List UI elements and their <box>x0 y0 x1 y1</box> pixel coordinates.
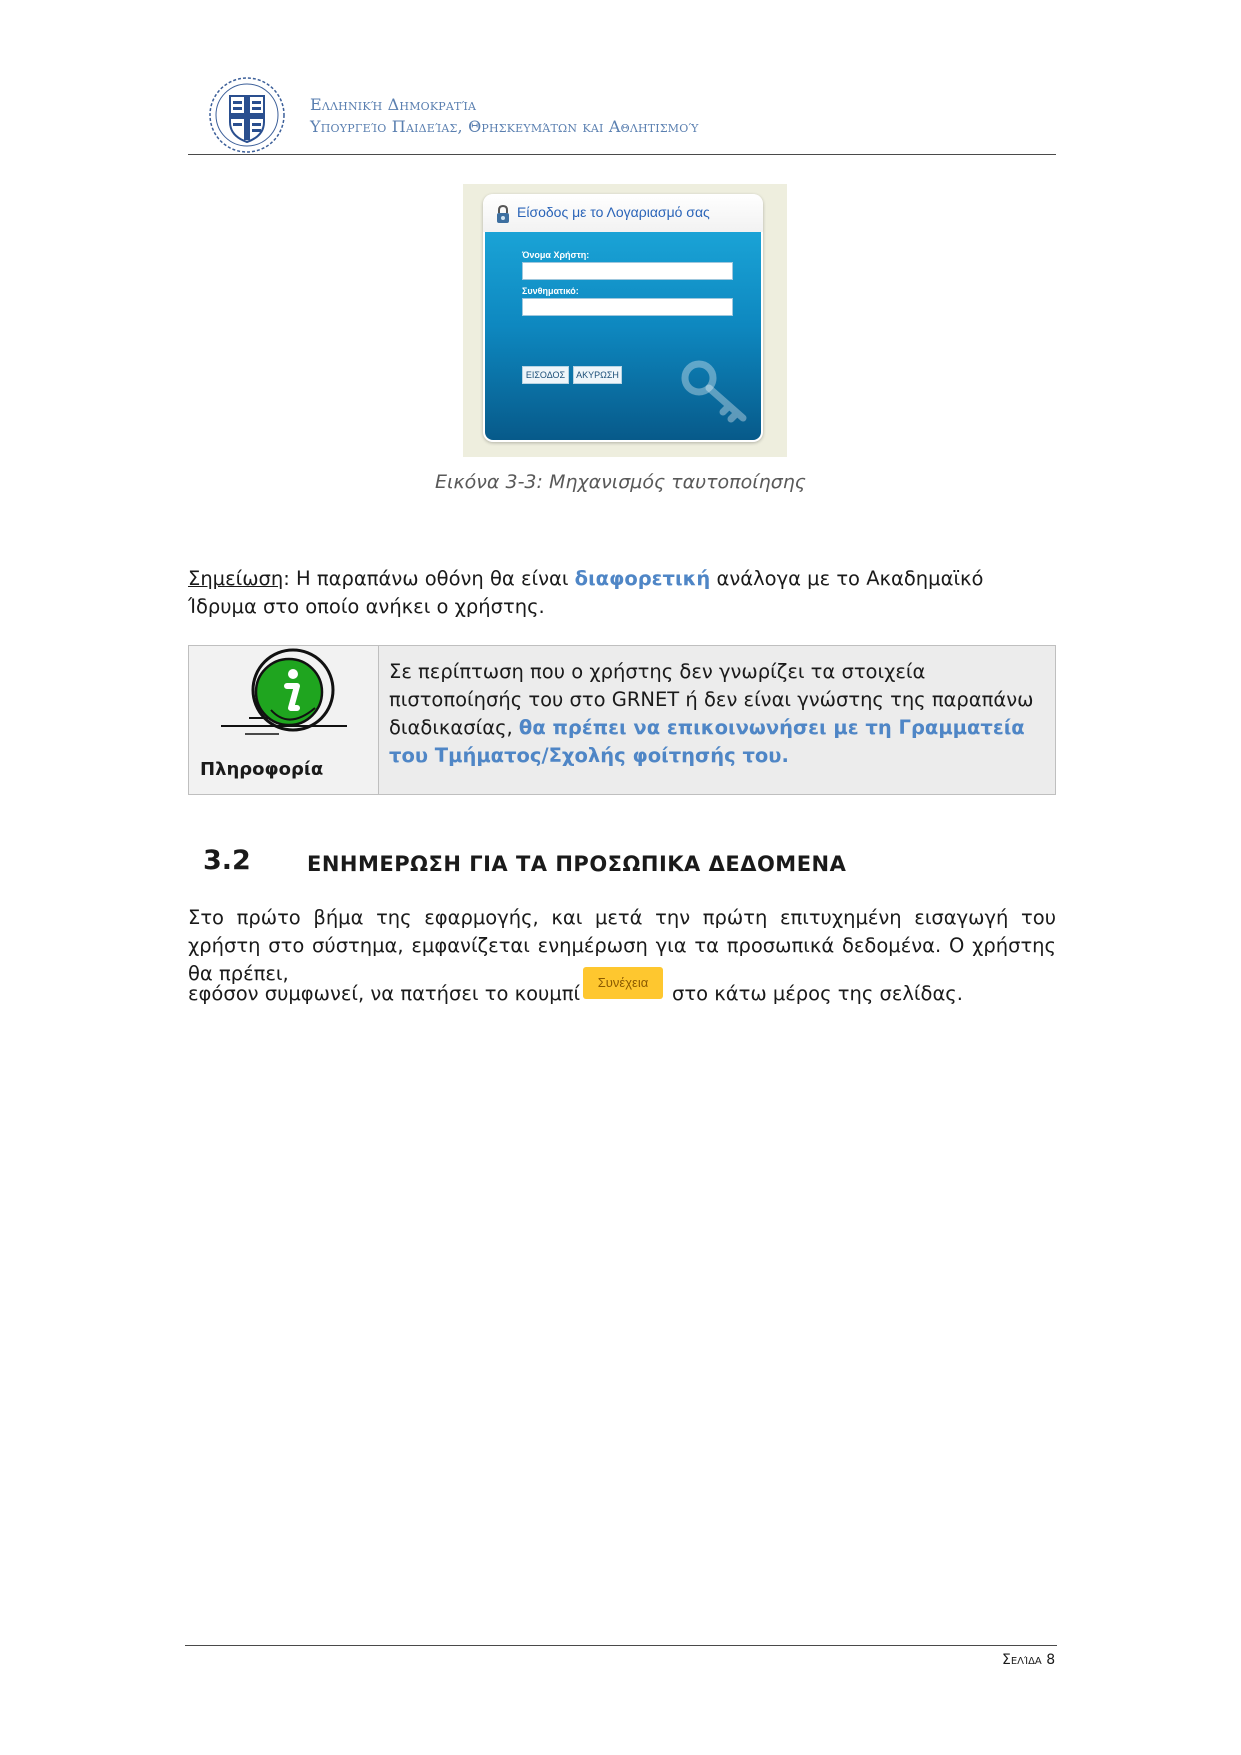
login-title: Είσοδος με το Λογαριασμό σας <box>517 204 710 220</box>
note-text-1: : Η παραπάνω οθόνη θα είναι <box>283 567 575 590</box>
section-number: 3.2 <box>203 845 251 876</box>
info-text-highlight: θα πρέπει να επικοινωνήσει με τη Γραμματεία του Τμήματος/Σχολής φοίτησής του. <box>389 716 1025 767</box>
page-number-value: 8 <box>1046 1652 1056 1668</box>
info-box <box>188 645 1056 795</box>
header-rule <box>188 154 1056 155</box>
info-text-plain: Σε περίπτωση που ο χρήστης δεν γνωρίζει τα στοιχεία πιστοποίησής του στο GRNET ή δεν είναι γνώστης της παραπάνω διαδικασίας, <box>389 660 1034 739</box>
info-icon-cell <box>189 646 379 794</box>
note-paragraph <box>188 565 1056 621</box>
login-button[interactable]: ΕΙΣΟΔΟΣ <box>522 366 569 384</box>
note-label: Σημείωση <box>188 567 284 590</box>
note-text-2: ανάλογα με το Ακαδημαϊκό Ίδρυμα στο οποίο ανήκει ο χρήστης. <box>188 567 984 618</box>
key-icon <box>681 360 753 426</box>
header-line-1: Ελληνική Δημοκρατία <box>310 95 477 114</box>
login-card <box>483 194 763 442</box>
info-text <box>389 658 1045 770</box>
page-label: Σελίδα <box>1002 1652 1042 1668</box>
header-line-2: Υπουργείο Παιδείας, Θρησκευμάτων και Αθλητισμού <box>310 117 699 136</box>
header-text <box>310 94 699 138</box>
password-field[interactable] <box>522 298 733 316</box>
note-highlight: διαφορετική <box>574 567 711 590</box>
login-header <box>483 194 763 232</box>
section-body: Στο πρώτο βήμα της εφαρμογής, και μετά την πρώτη επιτυχημένη εισαγωγή του χρήστη στο σύστημα, εμφανίζεται ενημέρωση για τα προσωπικά δεδομένα. Ο χρήστης θα πρέπει, <box>188 906 1056 985</box>
password-label: Συνθηματικό: <box>522 286 579 296</box>
info-label: Πληροφορία <box>200 759 324 780</box>
page-number <box>1002 1652 1055 1668</box>
section-title: ΕΝΗΜΕΡΩΣΗ ΓΙΑ ΤΑ ΠΡΟΣΩΠΙΚΑ ΔΕΔΟΜΕΝΑ <box>307 852 847 876</box>
username-field[interactable] <box>522 262 733 280</box>
document-header <box>188 72 1056 158</box>
login-body <box>485 232 761 440</box>
cancel-button[interactable]: ΑΚΥΡΩΣΗ <box>573 366 622 384</box>
section-line-before-button: εφόσον συμφωνεί, να πατήσει το κουμπί <box>188 982 581 1005</box>
username-label: Όνομα Χρήστη: <box>522 250 590 260</box>
login-figure <box>463 184 787 457</box>
greek-emblem-icon <box>208 76 286 154</box>
info-icon <box>219 646 349 746</box>
section-line-after-button: στο κάτω μέρος της σελίδας. <box>672 982 963 1005</box>
footer-rule <box>185 1645 1057 1646</box>
figure-caption: Εικόνα 3-3: Μηχανισμός ταυτοποίησης <box>435 471 806 493</box>
lock-icon <box>495 204 511 224</box>
continue-button[interactable]: Συνέχεια <box>583 967 663 999</box>
